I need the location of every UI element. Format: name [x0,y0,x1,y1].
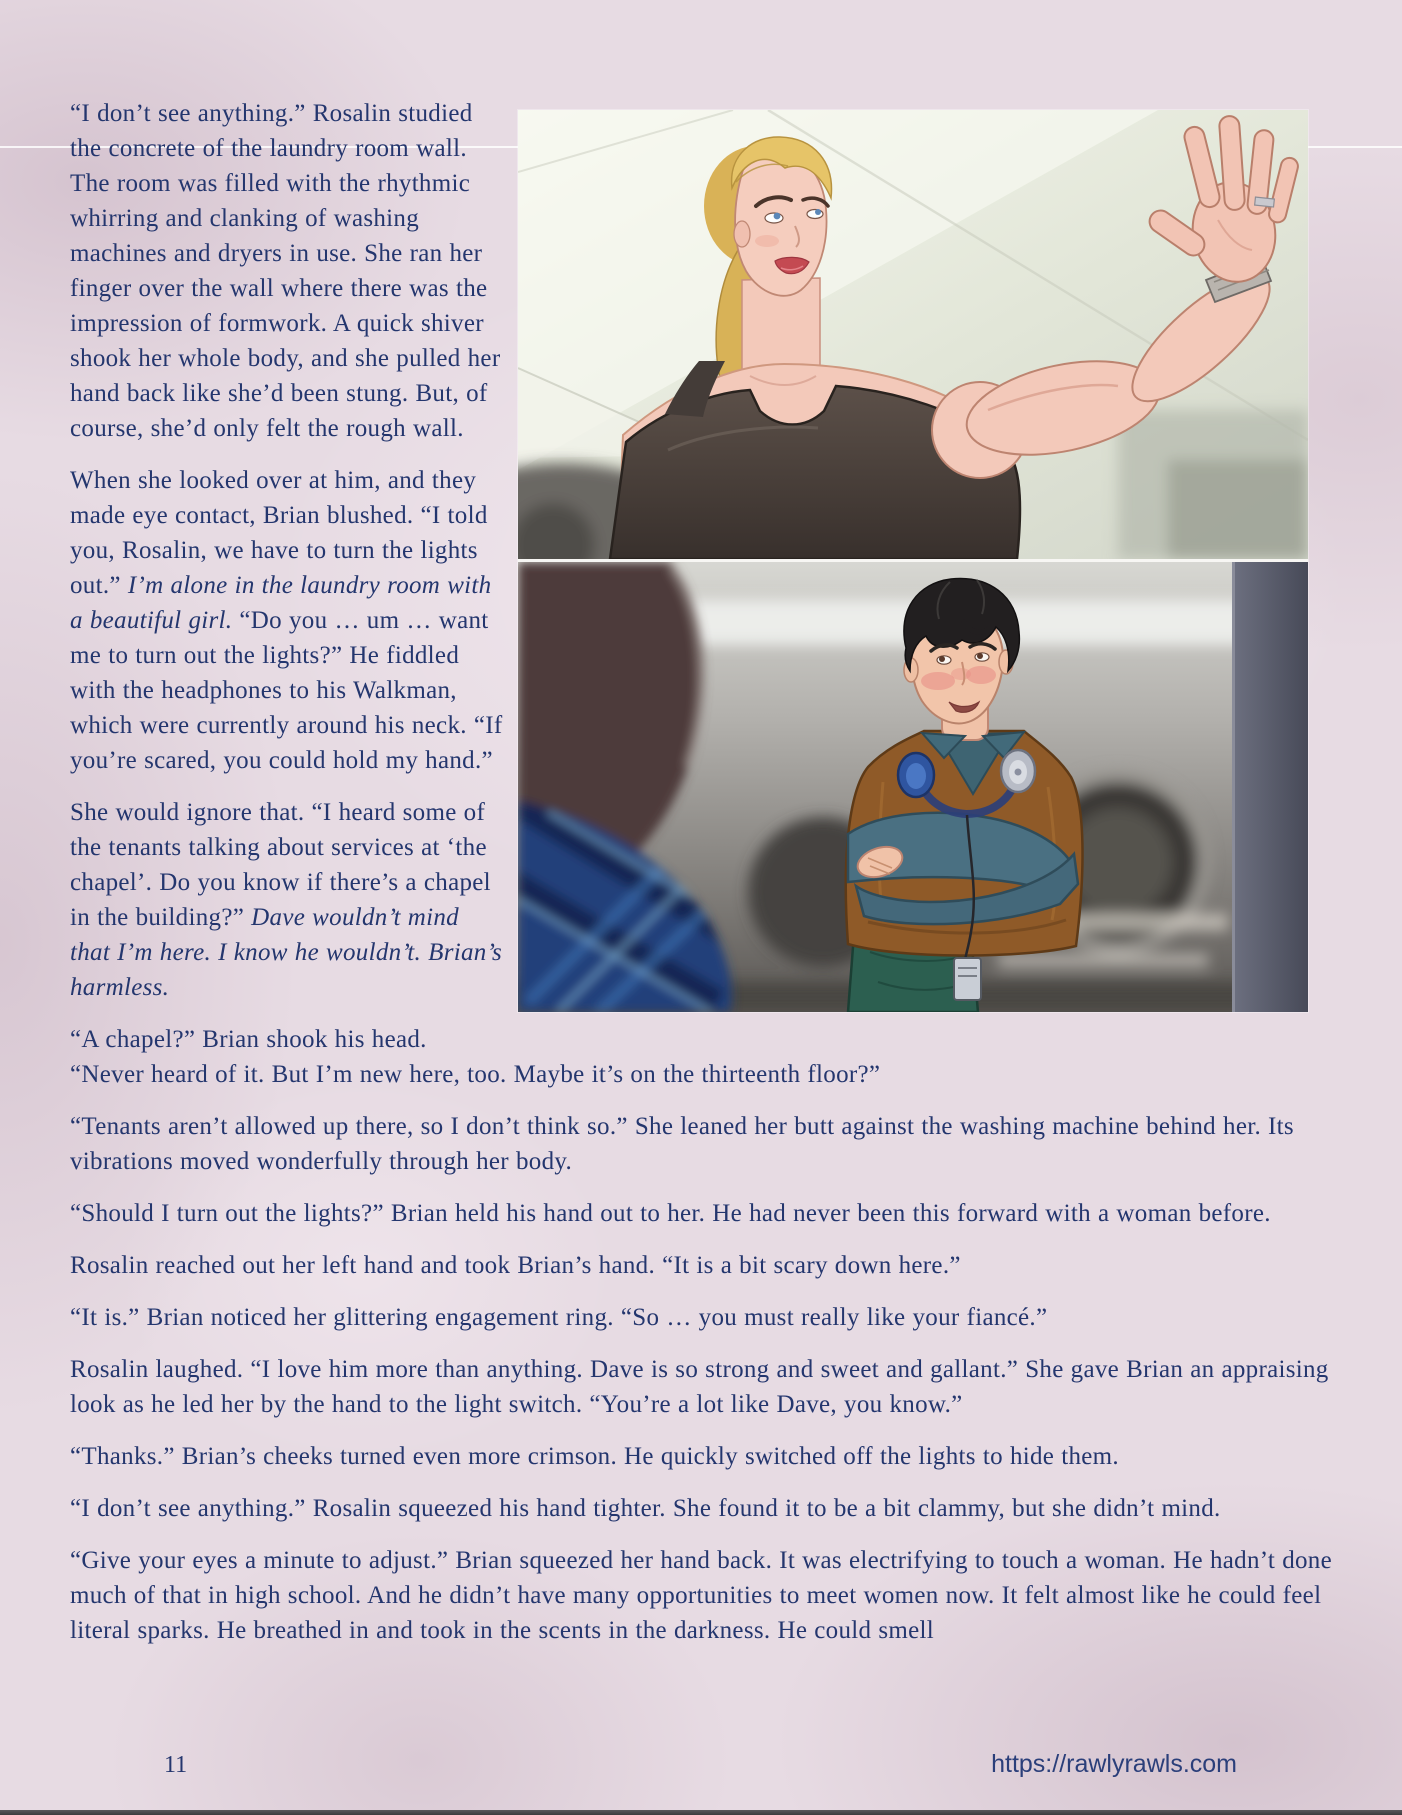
inner-monologue-text: Dave wouldn’t mind that I’m here. I know he wouldn’t. Brian’s harmless. [70,904,503,1001]
support-pillar [1232,562,1308,1012]
narration-text: Rosalin laughed. “I love him more than anything. Dave is so strong and sweet and gallant.” She gave Brian an appraising look as he led her by the hand to the light switch. “You’re a lot like Dave, you know.” [70,1356,1329,1418]
page-bottom-edge [0,1810,1402,1815]
narration-text: Rosalin reached out her left hand and took Brian’s hand. “It is a bit scary down here.” [70,1252,961,1279]
site-url-link[interactable]: https://rawlyrawls.com [991,1750,1237,1778]
story-paragraph [70,1248,1345,1283]
story-paragraph [70,1352,1345,1422]
story-paragraph [70,1300,1345,1335]
story-paragraph [70,1196,1345,1231]
woman-panel-svg [518,110,1308,559]
page-number: 11 [164,1752,188,1778]
narration-text: “It is.” Brian noticed her glittering engagement ring. “So … you must really like your fiancé.” [70,1304,1048,1331]
walkman-player [954,958,981,1000]
narration-text: “Tenants aren’t allowed up there, so I don’t think so.” She leaned her butt against the washing machine behind her. Its vibrations moved wonderfully through her body. [70,1113,1294,1175]
narration-text: She would ignore that. “I heard some of the tenants talking about services at ‘the chapel’. Do you know if there’s a chapel in the building?” [70,799,491,931]
illustration-panels [518,110,1308,1012]
illustration-woman-reaching [518,110,1308,559]
story-paragraph [70,1543,1345,1648]
narration-text: “Thanks.” Brian’s cheeks turned even more crimson. He quickly switched off the lights to hide them. [70,1443,1119,1470]
narration-text: “Give your eyes a minute to adjust.” Brian squeezed her hand back. It was electrifying to touch a woman. He hadn’t done much of that in high school. And he didn’t have many opportunities to meet women now. It felt almost like he could feel literal sparks. He breathed in and took in the scents in the darkness. He could smell [70,1547,1333,1644]
narration-text: “I don’t see anything.” Rosalin studied the concrete of the laundry room wall. The room was filled with the rhythmic whirring and clanking of washing machines and dryers in use. She ran her finger over the wall where there was the impression of formwork. A quick shiver shook her whole body, and she pulled her hand back like she’d been stung. But, of course, she’d only felt the rough wall. [70,100,501,442]
narration-text: “Do you … um … want me to turn out the lights?” He fiddled with the headphones to his Walkman, which were currently around his neck. “If you’re scared, you could hold my hand.” [70,607,503,774]
narration-text: “I don’t see anything.” Rosalin squeezed his hand tighter. She found it to be a bit clammy, but she didn’t mind. [70,1495,1221,1522]
story-paragraph [70,1439,1345,1474]
story-paragraph [70,1491,1345,1526]
man-panel-svg [518,562,1308,1012]
engagement-ring [1255,197,1275,207]
narration-text: When she looked over at him, and they made eye contact, Brian blushed. “I told you, Rosalin, we have to turn the lights out.” [70,467,488,599]
story-paragraph [70,1022,1345,1092]
narration-text: “Should I turn out the lights?” Brian held his hand out to her. He had never been this forward with a woman before. [70,1200,1271,1227]
narration-text: “A chapel?” Brian shook his head. “Never heard of it. But I’m new here, too. Maybe it’s on the thirteenth floor?” [70,1026,881,1088]
inner-monologue-text: I’m alone in the laundry room with a beautiful girl. [70,572,492,634]
page-footer [164,1750,1237,1779]
story-paragraph [70,1109,1345,1179]
illustration-man-arms-crossed [518,562,1308,1012]
